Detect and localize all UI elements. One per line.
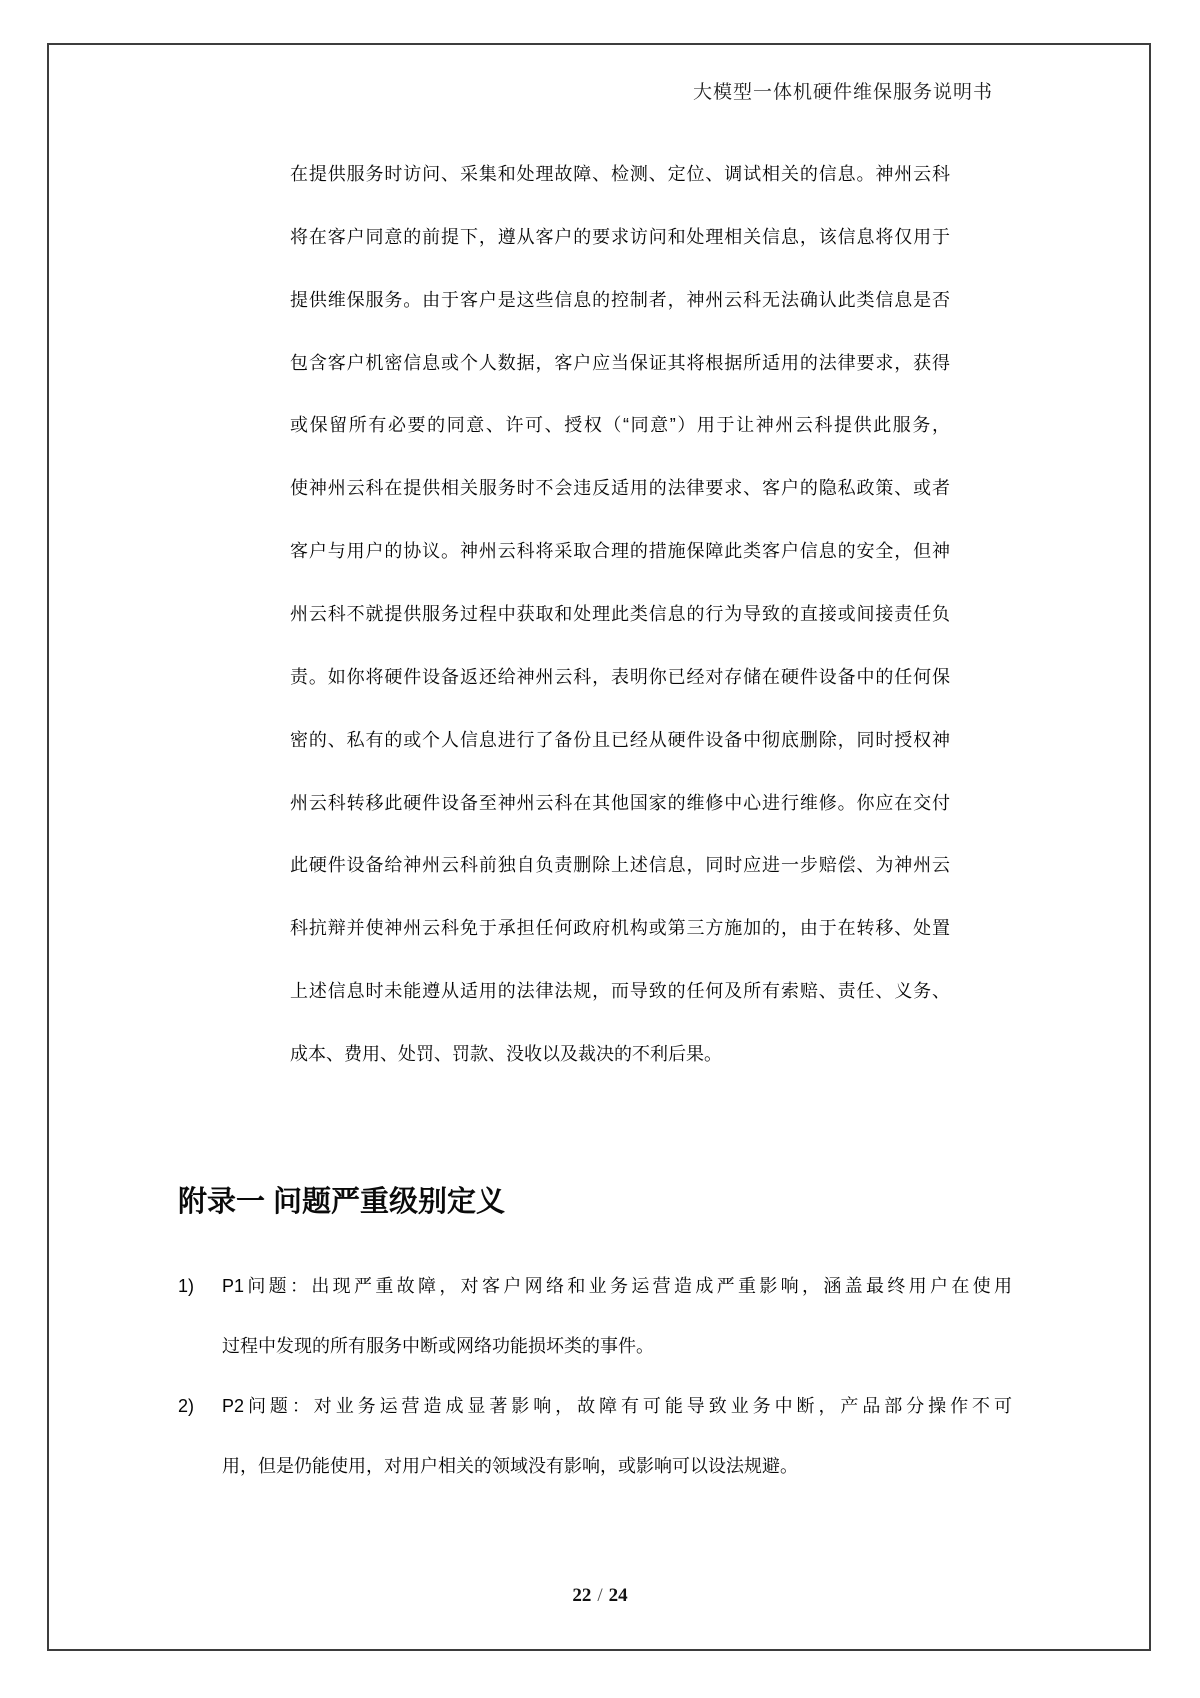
list-item-line: P2问题：对业务运营造成显著影响，故障有可能导致业务中断，产品部分操作不可 <box>222 1396 1012 1416</box>
paragraph-line: 将在客户同意的前提下，遵从客户的要求访问和处理相关信息，该信息将仅用于 <box>290 226 950 247</box>
page-number-separator: / <box>597 1585 603 1606</box>
page-number-footer <box>0 1583 1200 1609</box>
list-item <box>178 1376 1013 1496</box>
paragraph-line: 在提供服务时访问、采集和处理故障、检测、定位、调试相关的信息。神州云科 <box>290 164 950 184</box>
list-item <box>178 1256 1013 1376</box>
paragraph-line: 包含客户机密信息或个人数据，客户应当保证其将根据所适用的法律要求，获得 <box>290 352 950 373</box>
paragraph-line: 密的、私有的或个人信息进行了备份且已经从硬件设备中彻底删除，同时授权神 <box>290 729 950 750</box>
list-item-body <box>222 1256 1012 1376</box>
list-item-body <box>222 1376 1012 1496</box>
list-item-line: 用，但是仍能使用，对用户相关的领域没有影响，或影响可以设法规避。 <box>222 1456 798 1476</box>
severity-definition-list <box>178 1256 1013 1496</box>
list-item-number: 2) <box>178 1396 195 1416</box>
paragraph-line: 提供维保服务。由于客户是这些信息的控制者，神州云科无法确认此类信息是否 <box>290 289 950 310</box>
paragraph-line: 此硬件设备给神州云科前独自负责删除上述信息，同时应进一步赔偿、为神州云 <box>290 855 950 876</box>
paragraph-line: 科抗辩并使神州云科免于承担任何政府机构或第三方施加的，由于在转移、处置 <box>290 918 950 939</box>
paragraph-line: 上述信息时未能遵从适用的法律法规，而导致的任何及所有索赔、责任、义务、 <box>290 981 950 1002</box>
list-item-number: 1) <box>178 1276 195 1296</box>
appendix-heading: 附录一 问题严重级别定义 <box>178 1186 506 1218</box>
paragraph-line: 客户与用户的协议。神州云科将采取合理的措施保障此类客户信息的安全，但神 <box>290 541 950 562</box>
body-paragraph <box>290 143 950 1086</box>
current-page-number: 22 <box>572 1585 592 1606</box>
paragraph-line: 责。如你将硬件设备返还给神州云科，表明你已经对存储在硬件设备中的任何保 <box>290 666 950 687</box>
paragraph-line: 州云科不就提供服务过程中获取和处理此类信息的行为导致的直接或间接责任负 <box>290 604 950 625</box>
paragraph-line: 使神州云科在提供相关服务时不会违反适用的法律要求、客户的隐私政策、或者 <box>290 478 950 499</box>
paragraph-line: 州云科转移此硬件设备至神州云科在其他国家的维修中心进行维修。你应在交付 <box>290 792 950 813</box>
list-item-line: P1问题：出现严重故障，对客户网络和业务运营造成严重影响，涵盖最终用户在使用 <box>222 1276 1012 1296</box>
document-header-title: 大模型一体机硬件维保服务说明书 <box>692 82 993 103</box>
paragraph-line: 成本、费用、处罚、罚款、没收以及裁决的不利后果。 <box>290 1044 722 1065</box>
paragraph-line: 或保留所有必要的同意、许可、授权（“同意”）用于让神州云科提供此服务， <box>290 415 950 436</box>
total-page-number: 24 <box>608 1585 628 1606</box>
list-item-line: 过程中发现的所有服务中断或网络功能损坏类的事件。 <box>222 1336 654 1356</box>
